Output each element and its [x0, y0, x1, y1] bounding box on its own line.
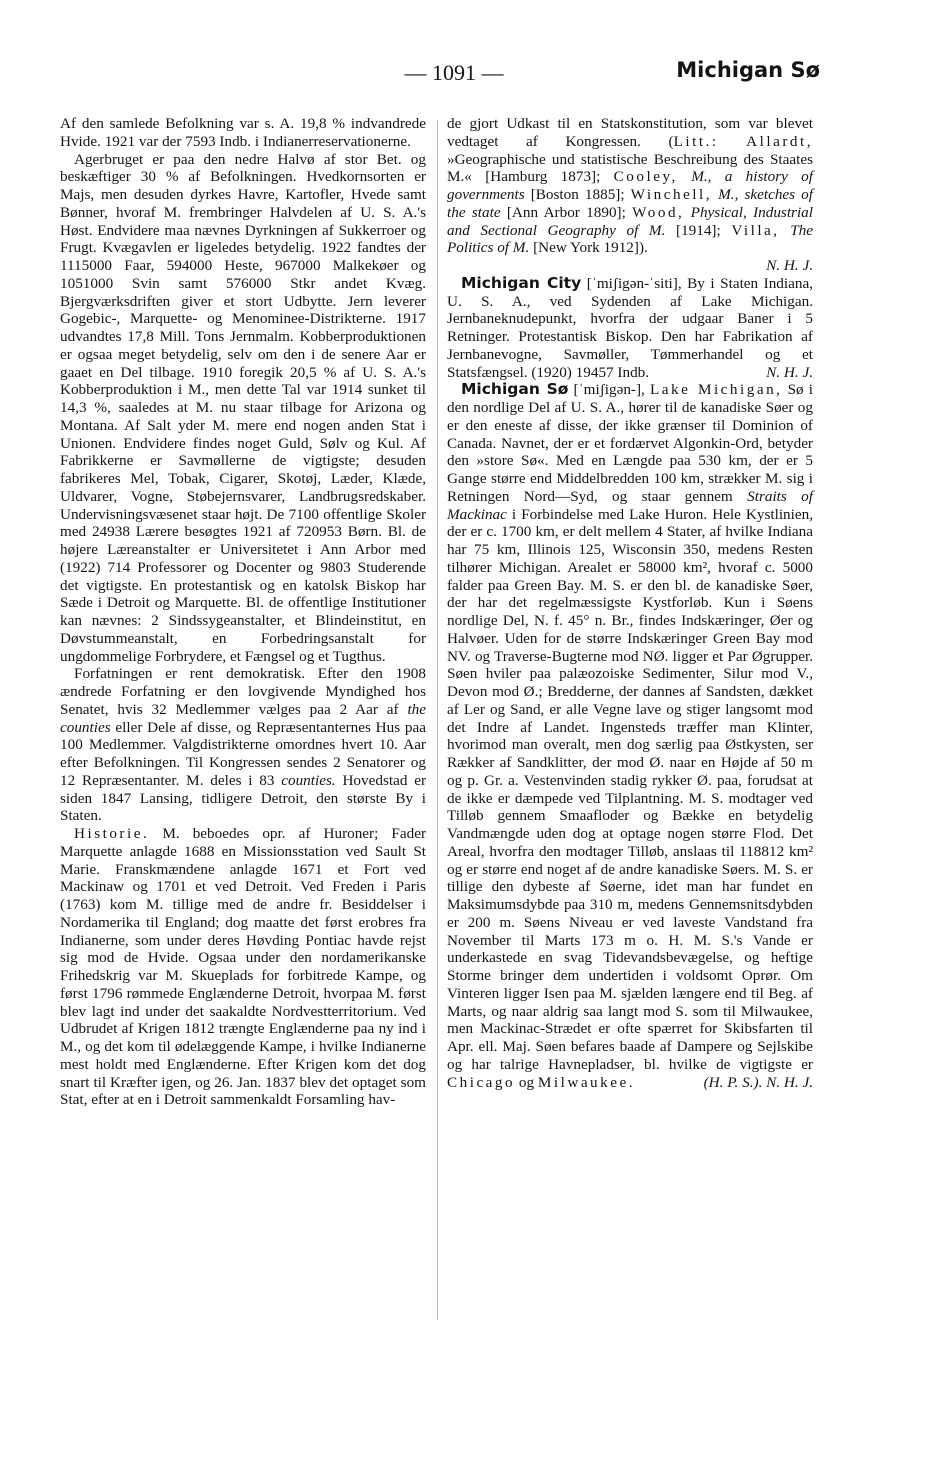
- entry-michigan-so: Michigan Sø [ˈmiʃigən-], Lake Michigan, Sø i den nordlige Del af U. S. A., hører til de kanadiske Søer og er den eneste af disse, der ikke grænser til Dominion of Canada. Navnet, der er et fordærvet Algonkin-Ord, betyder den »store Sø«. Med en Længde paa 530 km, der er 5 Gange større end Middelbredden 100 km, strækker M. sig i Retningen Nord—Syd, og staar gennem Straits of Mackinac i Forbindelse med Lake Huron. Hele Kystlinien, der er c. 1700 km, er delt mellem 4 Stater, af hvilke Indiana har 75 km, Illinois 125, Wisconsin 350, medens Resten tilhører Michigan. Arealet er 58000 km², hvoraf c. 5000 falder paa Green Bay. M. S. er den bl. de kanadiske Søer, der har det regelmæssigste Kystforløb. Kun i Søens nordlige Del, N. f. 45° n. Br., findes Indskæringer, Øer og Halvøer. Uden for de større Indskæringer Green Bay mod NV. og Traverse-Bugterne mod NØ. ligger et Par Øgrupper. Søen hviler paa palæozoiske Sedimenter, Silur mod V., Devon mod Ø.; Bredderne, der dannes af Sandsten, dækket af Ler og Sand, er alle Vegne lave og stiger langsomt mod det Indre af Landet. Ingensteds træffer man Klinter, hvorimod man overalt, men dog særlig paa Østkysten, ser Rækker af Sandklitter, der mod Ø. naar en Højde af 50 m og p. Gr. a. Vestenvinden stadig rykker Ø. paa, forudsat at de ikke er dæmpede ved Tilplantning. M. S. modtager ved Tilløb gennem Smaafloder og Bække en betydelig Vandmængde uden dog at optage nogen større Flod. Det Areal, hvorfra den modtager Tilløb, anslaas til 118812 km² og er større end noget af de andre kanadiske Søers. M. S. er tillige den dybeste af Søerne, idet man har fundet en Maksimumsdybde paa 310 m, medens Gennemsnitsdybden er 200 m. Søens Niveau er ved laveste Vandstand fra November til Marts 173 m o. H. M. S.'s Vande er underkastede en svag Tidevandsbevægelse, og heftige Storme bringer dem undertiden i voldsomt Oprør. Om Vinteren ligger Isen paa M. sjælden længere end til Beg. af Marts, og naar aldrig saa langt mod S. som til Milwaukee, men Mackinac-Strædet er ofte spærret for Skibsfarten til Apr. ell. Maj. Søen befares baade af Dampere og Sejlskibe og har talrige Havnepladser, bl. hvilke de vigtigste er Chicago og Milwaukee. (H. P. S.). N. H. J.: [447, 380, 814, 1091]
- paragraph-literature: de gjort Udkast til en Statskonstitution, som var blevet vedtaget af Kongressen. (Litt.: Allardt, »Geographische und statistische Beschreibung des Staates M.« [Hamburg 1873]; Cooley, M., a history of governments [Boston 1885]; Winchell, M., sketches of the state [Ann Arbor 1890]; Wood, Physical, Industrial and Sectional Geography of M. [1914]; Villa, The Politics of M. [New York 1912]). N. H. J.: [447, 115, 813, 274]
- right-column: [447, 115, 813, 1091]
- paragraph-constitution: Forfatningen er rent demokratisk. Efter den 1908 ændrede Forfatning er den lovgivende Myndighed hos Senatet, hvis 32 Medlemmer vælges paa 2 Aar af the counties eller Dele af disse, og Repræsentanternes Hus paa 100 Medlemmer. Valgdistrikterne omordnes hvert 10. Aar efter Befolkningen. Til Kongressen sendes 2 Senatorer og 12 Repræsentanter. M. deles i 83 counties. Hovedstad er siden 1847 Lansing, tidligere Detroit, den største By i Staten.: [60, 665, 426, 825]
- column-divider: [437, 120, 438, 1320]
- left-column: [60, 115, 426, 1109]
- signature: N. H. J.: [766, 257, 813, 274]
- entry-michigan-city: Michigan City [ˈmiʃigən-ˈsiti], By i Staten Indiana, U. S. A., ved Sydenden af Lake Michigan. Jernbaneknudepunkt, hvorfra der udgaar Baner i 5 Retninger. Protestantisk Biskop. Den har Fabrikation af Jernbanevogne, Savmøller, Tømmerhandel og et Statsfængsel. (1920) 19457 Indb. N. H. J.: [447, 273, 813, 381]
- entry-headword: Michigan Sø: [461, 380, 569, 399]
- paragraph-agriculture: Agerbruget er paa den nedre Halvø af stor Bet. og beskæftiger 30 % af Befolkningen. Hvedkornsorten er Majs, men desuden dyrkes Havre, Kartofler, Hvede samt Bønner, hvoraf M. frembringer Halvdelen af U. S. A.'s Høst. Endvidere maa nævnes Dyrkningen af Sukkerroer og Frugt. Kvægavlen er ligeledes betydelig. 1922 fandtes der 1115000 Faar, 594000 Heste, 967000 Malkekøer og 1051000 Svin samt 576000 Stkr andet Kvæg. Bjergværksdriften giver et stort Udbytte. Jern leverer Gogebic-, Marquette- og Menominee-Distrikterne. 1917 udvandtes 17,8 Mill. Tons Jernmalm. Kobberproduktionen er ogsaa meget betydelig, selv om den i de senere Aar er gaaet en Del tilbage. 1910 foregik 20,5 % af U. S. A.'s Kobberproduktion i M., men dette Tal var 1914 sunket til 14,3 %, saaledes at M. nu staar tilbage for Arizona og Montana. Af Salt yder M. mere end nogen anden Stat i Unionen. Endvidere findes noget Guld, Sølv og Kul. Af Fabrikkerne er Savmøllerne de vigtigste; desuden fabrikeres Mel, Tobak, Cigarer, Skotøj, Læder, Klæde, Uldvarer, Vogne, Støbejernsvarer, Landbrugsredskaber. Undervisningsvæsenet staar højt. De 7100 offentlige Skoler med 24938 Lærere besøgtes 1921 af 720953 Børn. Bl. de højere Læreanstalter er Universitetet i Ann Arbor med (1922) 714 Professorer og Docenter og 9803 Studerende det vigtigste. En protestantisk og en katolsk Biskop har Sæde i Detroit og Marquette. Bl. de offentlige Institutioner kan nævnes: 2 Sindssygeanstalter, et Blindeinstitut, en Døvstummeanstalt, en Forbedringsanstalt for ungdommelige Forbrydere, et Fængsel og et Tugthus.: [60, 150, 426, 665]
- paragraph-history: Historie. M. beboedes opr. af Huroner; Fader Marquette anlagde 1688 en Missionsstation ved Sault St Marie. Franskmændene anlagde 1671 et Fort ved Mackinaw og 1701 et ved Detroit. Ved Freden i Paris (1763) kom M. tillige med de andre fr. Besiddelser i Nordamerika til England; dog maatte det først erobres fra Indianerne, som under deres Høvding Pontiac havde rejst sig mod de Hvide. Ogsaa under den nordamerikanske Frihedskrig var M. Skueplads for forbitrede Kampe, og først 1796 rømmede Englænderne Detroit, hvorpaa M. først blev lagt ind under det saakaldte Nordvestterritorium. Ved Udbrudet af Krigen 1812 trængte Englænderne paa ny ind i M., og det kom til ødelæggende Kampe, i hvilke Indianerne mest holdt med Englænderne. Efter Krigen kom det dog snart til Kræfter igen, og 26. Jan. 1837 blev det optaget som Stat, efter at en i Detroit sammenkaldt Forsamling hav-: [60, 825, 426, 1109]
- page-number: — 1091 —: [404, 60, 504, 85]
- paragraph-population: Af den samlede Befolkning var s. A. 19,8 % indvandrede Hvide. 1921 var der 7593 Indb. i Indianerreservationerne.: [60, 115, 426, 150]
- running-head: Michigan Sø: [676, 58, 820, 82]
- entry-headword: Michigan City: [461, 273, 582, 292]
- signature: N. H. J.: [766, 363, 813, 381]
- signature: (H. P. S.). N. H. J.: [703, 1073, 813, 1091]
- page-header: [88, 58, 820, 92]
